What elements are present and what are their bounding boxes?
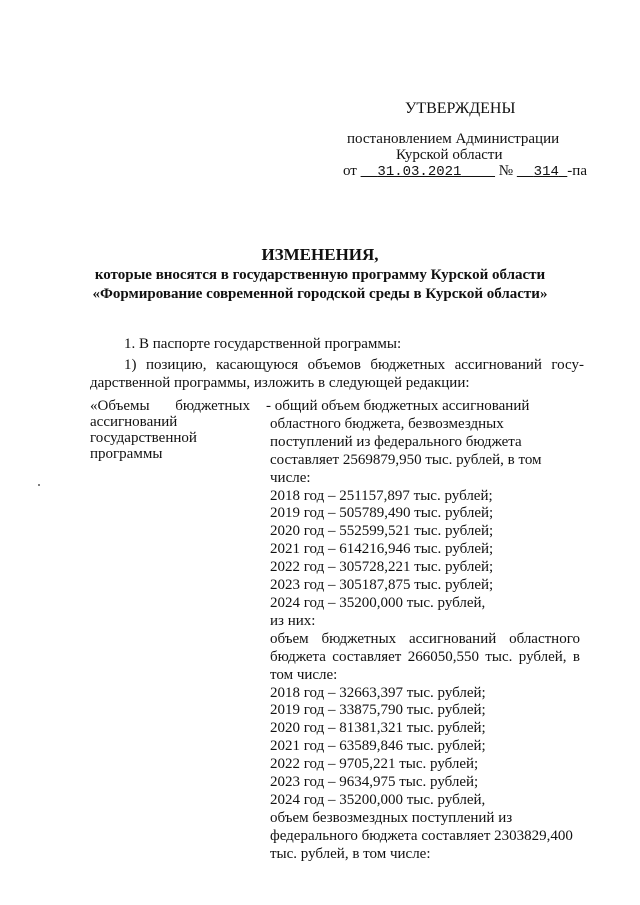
right-cell-line: областного бюджета, безвозмездных: [270, 415, 504, 432]
table-left-cell: [90, 398, 250, 462]
left-cell-line: «Объемы бюджетных: [90, 398, 250, 414]
paragraph-2: 1) позицию, касающуюся объемов бюджетных ассигнований госу-: [124, 357, 584, 373]
right-cell-line: составляет 2569879,950 тыс. рублей, в том: [270, 451, 542, 468]
table-right-cell: [266, 398, 580, 864]
approval-line-2: Курской области: [396, 147, 503, 163]
paragraph-3: дарственной программы, изложить в следующей редакции:: [90, 375, 470, 391]
right-cell-line: объем бюджетных ассигнований областного: [270, 630, 580, 647]
right-cell-line: 2020 год – 81381,321 тыс. рублей;: [270, 720, 486, 737]
right-cell-line: бюджета составляет 266050,550 тыс. рублей, в: [270, 648, 580, 665]
right-cell-line: 2023 год – 9634,975 тыс. рублей;: [270, 774, 479, 791]
right-cell-line: 2019 год – 33875,790 тыс. рублей;: [270, 702, 486, 719]
from-prefix: от: [343, 163, 357, 179]
right-cell-line: 2022 год – 9705,221 тыс. рублей;: [270, 756, 479, 773]
right-cell-line: из них:: [270, 612, 316, 629]
approval-date: 31.03.2021: [377, 164, 462, 180]
scan-speck: [38, 484, 40, 486]
number-sign: №: [498, 163, 514, 179]
approval-number: 314: [533, 164, 559, 180]
right-cell-line: 2024 год – 35200,000 тыс. рублей,: [270, 594, 486, 611]
right-cell-line: числе:: [270, 469, 311, 486]
right-cell-line: федерального бюджета составляет 2303829,400: [270, 827, 573, 844]
right-cell-line: 2019 год – 505789,490 тыс. рублей;: [270, 505, 494, 522]
document-subtitle-1: которые вносятся в государственную программу Курской области: [94, 267, 546, 283]
approved-title: УТВЕРЖДЕНЫ: [405, 100, 516, 117]
left-cell-line: программы: [90, 446, 163, 462]
paragraph-1: 1. В паспорте государственной программы:: [124, 336, 402, 352]
right-cell-line: 2020 год – 552599,521 тыс. рублей;: [270, 523, 494, 540]
right-cell-line: - общий объем бюджетных ассигнований: [266, 398, 530, 414]
right-cell-line: том числе:: [270, 666, 338, 683]
approval-number-line: [343, 163, 587, 180]
right-cell-line: 2018 год – 32663,397 тыс. рублей;: [270, 684, 486, 701]
right-cell-line: 2023 год – 305187,875 тыс. рублей;: [270, 577, 494, 594]
right-cell-line: 2024 год – 35200,000 тыс. рублей,: [270, 791, 486, 808]
document-title: ИЗМЕНЕНИЯ,: [261, 245, 379, 264]
right-cell-line: поступлений из федерального бюджета: [270, 433, 522, 450]
right-cell-line: тыс. рублей, в том числе:: [270, 845, 431, 862]
right-cell-line: объем безвозмездных поступлений из: [270, 809, 513, 826]
right-cell-line: 2021 год – 63589,846 тыс. рублей;: [270, 738, 486, 755]
right-cell-line: 2022 год – 305728,221 тыс. рублей;: [270, 559, 494, 576]
document-subtitle-2: «Формирование современной городской среды в Курской области»: [92, 286, 548, 302]
right-cell-line: 2018 год – 251157,897 тыс. рублей;: [270, 487, 493, 504]
number-suffix: -па: [567, 163, 587, 179]
left-cell-line: государственной: [90, 430, 197, 446]
right-cell-line: 2021 год – 614216,946 тыс. рублей;: [270, 541, 494, 558]
left-cell-line: ассигнований: [90, 414, 178, 430]
approval-line-1: постановлением Администрации: [347, 131, 560, 147]
